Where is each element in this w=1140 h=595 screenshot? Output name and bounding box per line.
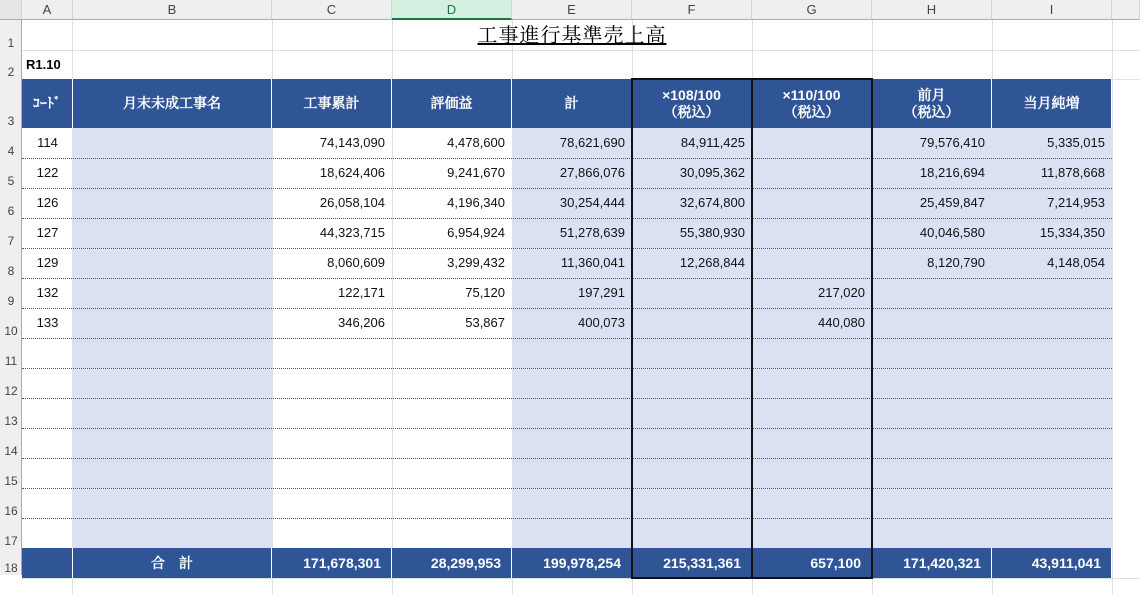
row-header-12[interactable] [0,368,22,398]
row-header-14[interactable] [0,428,22,458]
cell-f[interactable]: 84,911,425 [680,135,745,150]
row-header-7[interactable] [0,218,22,248]
cell-cum[interactable]: 122,171 [338,285,385,300]
cell-gain[interactable]: 6,954,924 [447,225,505,240]
cell-cum[interactable]: 346,206 [338,315,385,330]
cell-code[interactable]: 133 [36,315,59,330]
row-divider [22,398,1112,399]
row-divider [22,488,1112,489]
row-header-18[interactable] [0,548,22,575]
row-number: 9 [7,294,15,308]
row-header-8[interactable] [0,248,22,278]
total-x108[interactable]: 215,331,361 [632,548,752,578]
cell-code[interactable]: 126 [36,195,59,210]
total-code-cell [22,548,73,578]
cell-i[interactable]: 4,148,054 [1047,255,1105,270]
cell-h[interactable]: 18,216,694 [919,165,985,180]
row-number: 8 [7,264,15,278]
row-number: 13 [4,414,18,428]
cell-f[interactable]: 30,095,362 [679,165,745,180]
cell-g[interactable] [752,158,872,188]
cell-i[interactable]: 11,878,668 [1040,165,1105,180]
select-all-corner[interactable] [0,0,22,20]
row-divider [22,518,1112,519]
total-label: 合 計 [73,548,272,578]
row-number: 3 [7,114,15,128]
row-number: 14 [4,444,18,458]
cell-h[interactable] [872,278,992,308]
row-header-3[interactable] [0,79,22,128]
row-header-16[interactable] [0,488,22,518]
cell-code[interactable]: 122 [36,165,59,180]
cell-sum[interactable]: 197,291 [578,285,625,300]
cell-f[interactable]: 12,268,844 [679,255,745,270]
cell-gain[interactable]: 4,478,600 [447,135,505,150]
cell-sum[interactable]: 11,360,041 [560,255,625,270]
header-code: ｺｰﾄﾞ [22,79,73,128]
row-number: 17 [4,534,18,548]
header-valuation-gain: 評価益 [392,79,512,128]
row-number: 15 [4,474,18,488]
row-number: 4 [7,144,15,158]
row-header-6[interactable] [0,188,22,218]
row-divider [22,428,1112,429]
total-prev-month[interactable]: 171,420,321 [872,548,992,578]
row-number: 2 [7,65,15,79]
cell-f[interactable] [632,278,752,308]
cell-sum[interactable]: 30,254,444 [559,195,625,210]
cell-gain[interactable]: 3,299,432 [447,255,505,270]
header-prev-month [872,79,992,128]
header-net-increase: 当月純増 [992,79,1112,128]
cell-h[interactable]: 40,046,580 [919,225,985,240]
row-header-10[interactable] [0,308,22,338]
cell-code[interactable]: 132 [36,285,59,300]
cell-cum[interactable]: 26,058,104 [319,195,385,210]
row-number: 7 [7,234,15,248]
cell-sum[interactable]: 27,866,076 [559,165,625,180]
header-cumulative: 工事累計 [272,79,392,128]
total-net-increase[interactable]: 43,911,041 [992,548,1112,578]
row-header-2[interactable] [0,50,22,79]
cell-cum[interactable]: 18,624,406 [319,165,385,180]
cell-h[interactable]: 79,576,410 [919,135,985,150]
col-header-g[interactable]: G [752,0,872,20]
header-sum: 計 [512,79,632,128]
cell-gain[interactable]: 9,241,670 [447,165,505,180]
row-divider [22,338,1112,339]
cell-sum[interactable]: 51,278,639 [559,225,625,240]
cell-h[interactable]: 8,120,790 [927,255,985,270]
header-x110-line1: ×110/100 [782,86,841,103]
row-header-11[interactable] [0,338,22,368]
col-header-blank [1112,0,1140,20]
cell-i[interactable]: 5,335,015 [1047,135,1105,150]
cell-i[interactable] [992,278,1112,308]
col-header-f[interactable]: F [632,0,752,20]
cell-gain[interactable]: 4,196,340 [447,195,505,210]
col-header-c[interactable]: C [272,0,392,20]
row-header-15[interactable] [0,458,22,488]
header-x108-line1: ×108/100 [662,86,721,103]
row-divider [22,368,1112,369]
header-x110 [752,79,872,128]
header-name: 月末未成工事名 [73,79,272,128]
row-header-4[interactable] [0,128,22,158]
total-cumulative[interactable]: 171,678,301 [272,548,392,578]
row-header-5[interactable] [0,158,22,188]
sheet-title: 工事進行基準売上高 [477,25,667,47]
header-x108-line2: （税込） [663,103,720,120]
cell-code[interactable]: 129 [36,255,59,270]
cell-cum[interactable]: 74,143,090 [319,135,385,150]
row-header-13[interactable] [0,398,22,428]
cell-i[interactable]: 15,334,350 [1039,225,1105,240]
header-prev-month-line1: 前月 [917,86,946,103]
cell-code[interactable]: 114 [37,135,58,150]
row-header-1[interactable] [0,20,22,50]
col-header-a[interactable]: A [22,0,73,20]
row-number: 6 [7,204,15,218]
row-divider [22,458,1112,459]
cell-g[interactable] [752,128,872,158]
row-number: 16 [4,504,18,518]
row-number: 12 [4,384,18,398]
date-label: R1.10 [26,57,61,72]
total-x110[interactable]: 657,100 [752,548,872,578]
col-header-d[interactable]: D [392,0,512,20]
cell-h[interactable] [872,308,992,338]
cell-i[interactable]: 7,214,953 [1047,195,1105,210]
cell-g[interactable]: 217,020 [818,285,865,300]
cell-f[interactable]: 32,674,800 [679,195,745,210]
row-number: 18 [4,561,18,575]
cell-g[interactable] [752,248,872,278]
header-x110-line2: （税込） [783,103,840,120]
row-header-17[interactable] [0,518,22,548]
cell-gain[interactable]: 75,120 [465,285,505,300]
cell-sum[interactable]: 78,621,690 [559,135,625,150]
col-header-e[interactable]: E [512,0,632,20]
row-header-9[interactable] [0,278,22,308]
total-sum[interactable]: 199,978,254 [512,548,632,578]
header-x108 [632,79,752,128]
row-number: 1 [7,36,15,50]
col-header-b[interactable]: B [73,0,272,20]
cell-sum[interactable]: 400,073 [578,315,625,330]
col-header-i[interactable]: I [992,0,1112,20]
cell-g[interactable] [752,218,872,248]
row-number: 10 [4,324,18,338]
cell-g[interactable] [752,188,872,218]
cell-f[interactable]: 55,380,930 [679,225,745,240]
cell-i[interactable] [992,308,1112,338]
row-number: 5 [7,174,15,188]
cell-cum[interactable]: 44,323,715 [319,225,385,240]
total-valuation-gain[interactable]: 28,299,953 [392,548,512,578]
row-number: 11 [4,354,18,368]
cell-cum[interactable]: 8,060,609 [327,255,385,270]
cell-g[interactable]: 440,080 [818,315,865,330]
cell-gain[interactable]: 53,867 [465,315,505,330]
cell-f[interactable] [632,308,752,338]
cell-h[interactable]: 25,459,847 [919,195,985,210]
col-header-h[interactable]: H [872,0,992,20]
header-prev-month-line2: （税込） [903,103,960,120]
cell-code[interactable]: 127 [36,225,59,240]
